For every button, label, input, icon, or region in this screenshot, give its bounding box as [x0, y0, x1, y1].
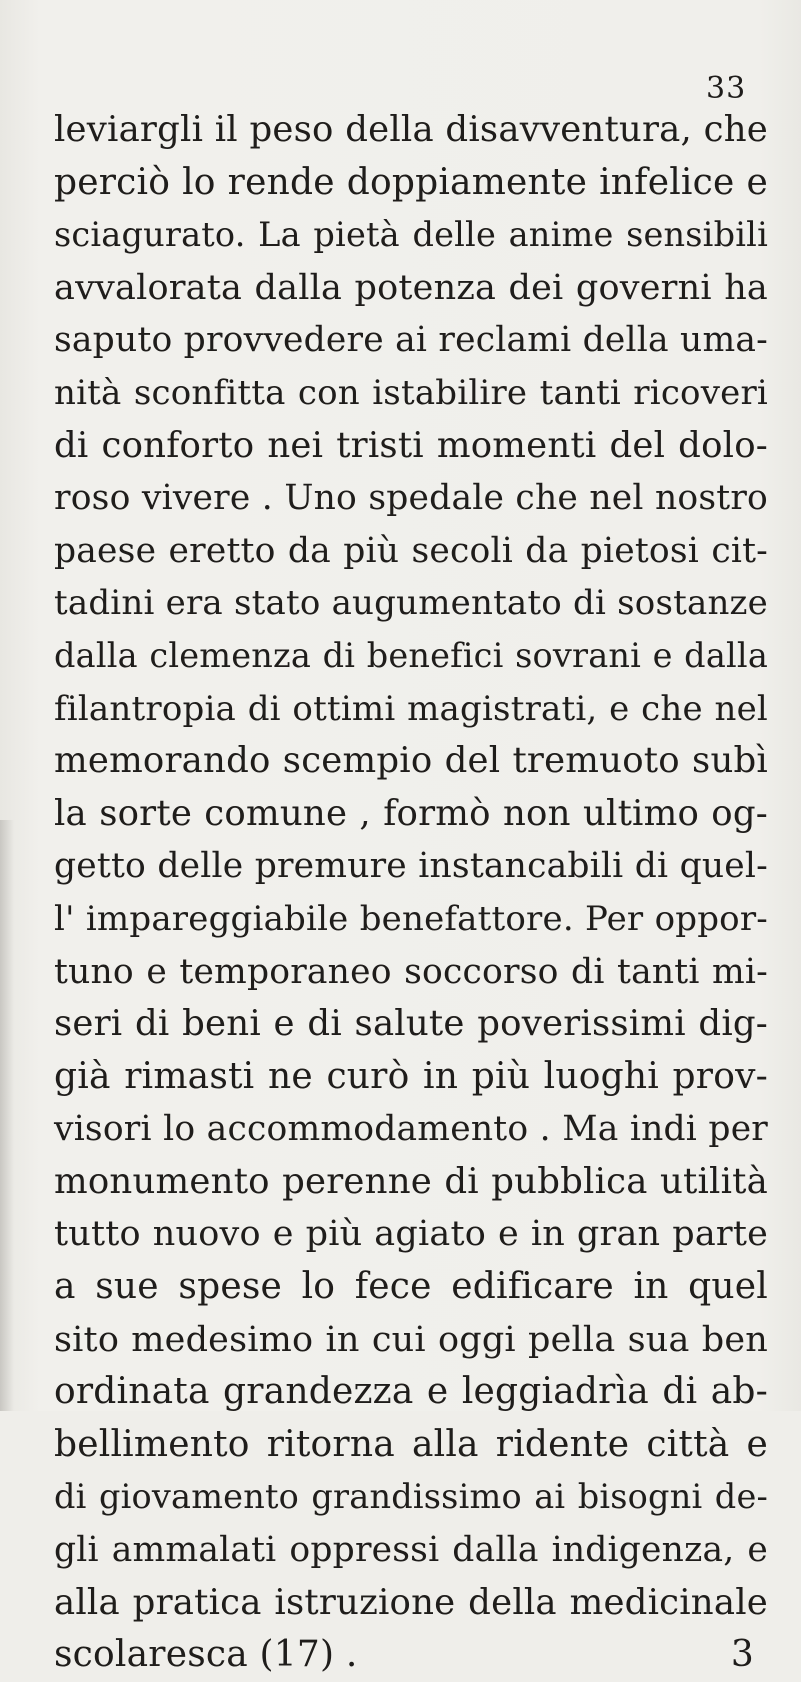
page-number: 33: [706, 71, 747, 106]
text-line: di conforto nei tristi momenti del dolo-: [54, 424, 768, 466]
text-line: gli ammalati oppressi dalla indigenza, e: [54, 1530, 768, 1571]
text-line: perciò lo rende doppiamente infelice e: [54, 161, 768, 203]
text-line: tadini era stato augumentato di sostanze: [54, 583, 768, 624]
text-line: roso vivere . Uno spedale che nel nostro: [54, 478, 768, 519]
text-line: tutto nuovo e più agiato e in gran parte: [54, 1214, 768, 1255]
text-line: a sue spese lo fece edificare in quel: [54, 1266, 768, 1308]
text-line: visori lo accommodamento . Ma indi per: [54, 1109, 768, 1150]
text-line: nità sconfitta con istabilire tanti ricoveri: [54, 372, 768, 413]
text-line: paese eretto da più secoli da pietosi cit-: [54, 530, 768, 571]
text-line: filantropia di ottimi magistrati, e che nel: [54, 688, 768, 729]
text-line: avvalorata dalla potenza dei governi ha: [54, 267, 768, 308]
gutter-shadow: [0, 820, 14, 1411]
text-line: memorando scempio del tremuoto subì: [54, 740, 768, 782]
text-line: seri di beni e di salute poverissimi dig-: [54, 1003, 768, 1045]
text-line: tuno e temporaneo soccorso di tanti mi-: [54, 951, 768, 992]
text-line: ordinata grandezza e leggiadrìa di ab-: [54, 1371, 768, 1413]
text-line: sciagurato. La pietà delle anime sensibili: [54, 215, 768, 255]
text-line: monumento perenne di pubblica utilità: [54, 1160, 768, 1202]
text-line: alla pratica istruzione della medicinale: [54, 1581, 768, 1623]
last-text-line: [54, 1629, 768, 1682]
last-line-text: scolaresca (17) .: [54, 1634, 358, 1676]
text-line: saputo provvedere ai reclami della uma-: [54, 320, 768, 361]
text-line: leviargli il peso della disavventura, che: [54, 109, 768, 150]
text-line: getto delle premure instancabili di quel-: [54, 846, 768, 887]
text-line: sito medesimo in cui oggi pella sua ben: [54, 1319, 768, 1360]
text-line: dalla clemenza di benefici sovrani e dalla: [54, 635, 768, 675]
text-line: di giovamento grandissimo ai bisogni de-: [54, 1477, 768, 1517]
signature-mark: 3: [730, 1634, 754, 1676]
text-line: la sorte comune , formò non ultimo og-: [54, 792, 768, 834]
text-line: già rimasti ne curò in più luoghi prov-: [54, 1055, 768, 1097]
text-line: l' impareggiabile benefattore. Per oppor-: [54, 898, 768, 939]
body-text: [54, 104, 768, 1682]
text-line: bellimento ritorna alla ridente città e: [54, 1423, 768, 1465]
